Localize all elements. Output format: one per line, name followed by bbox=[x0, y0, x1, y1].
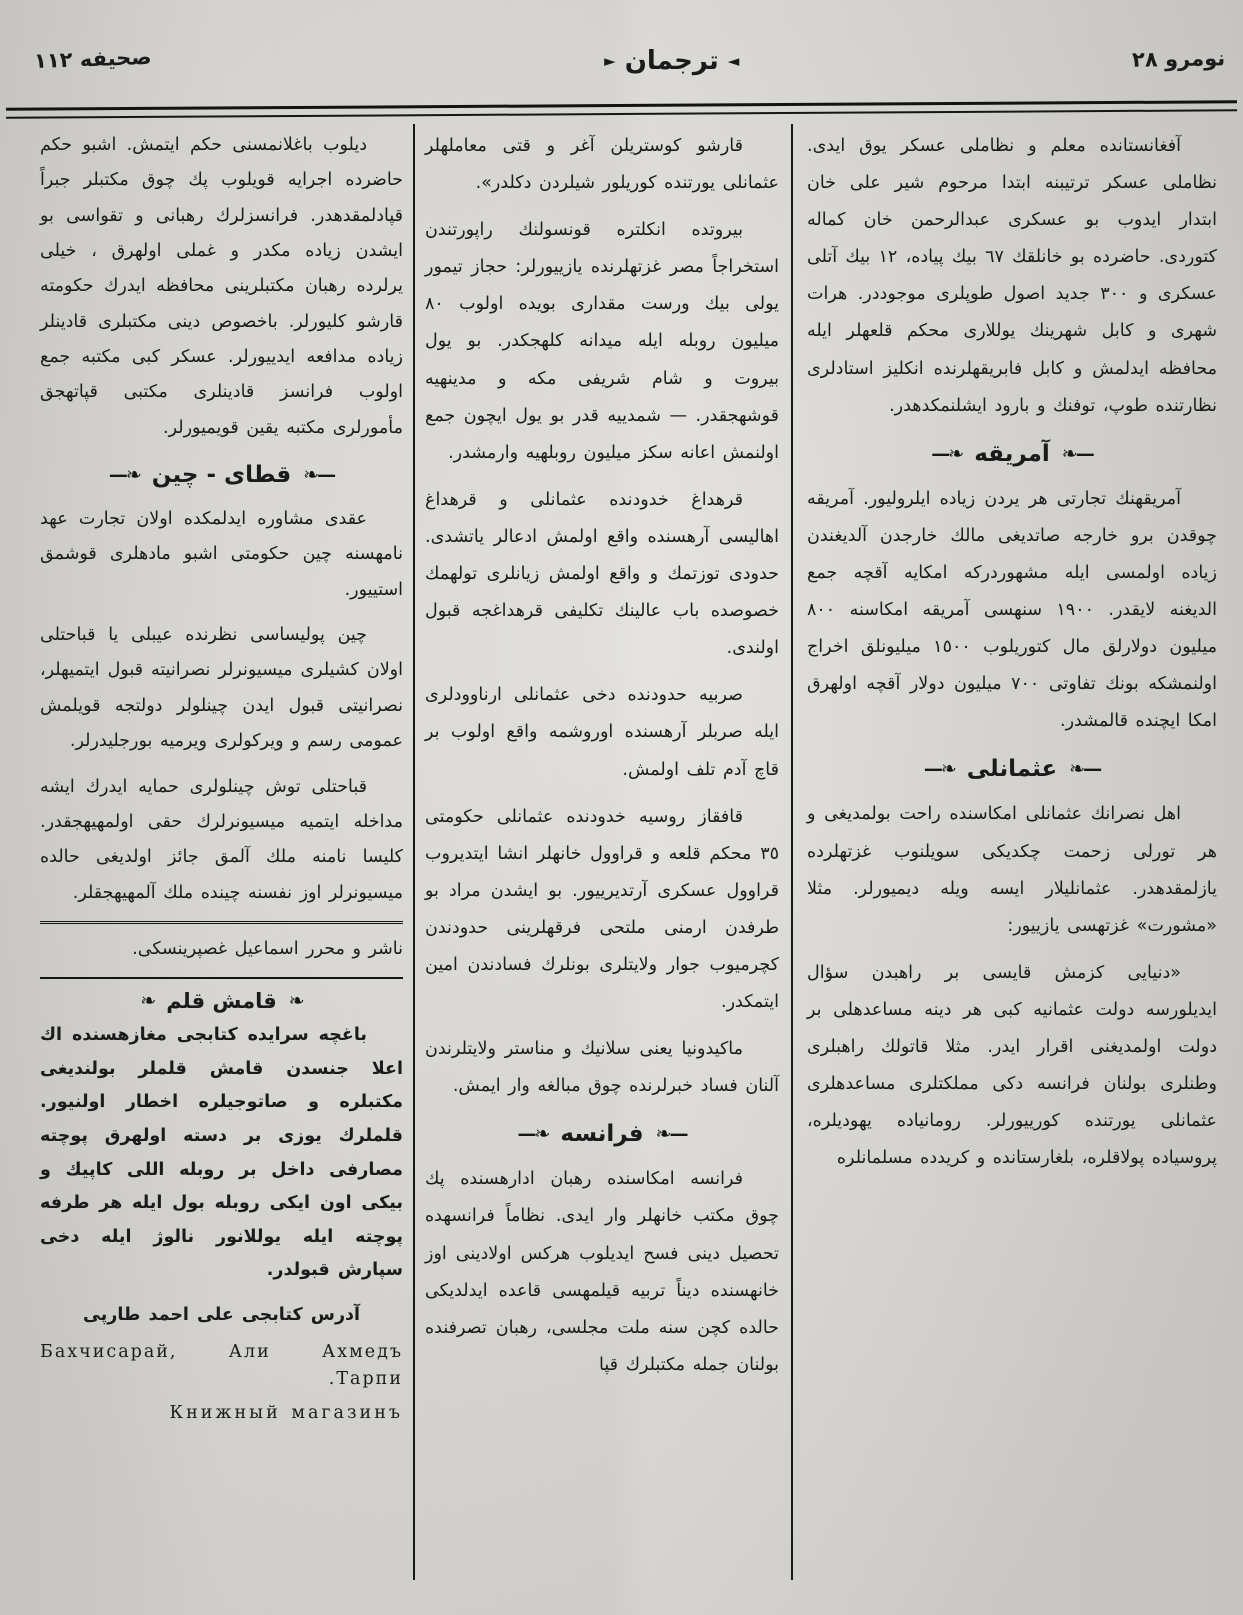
column-left bbox=[38, 124, 413, 1580]
section-heading-ottoman bbox=[807, 756, 1217, 782]
page-number-label: صحيفه ١١٢ bbox=[33, 44, 153, 73]
article-paragraph-france-continuation: دیلوب باغلانمسنی حكم ایتمش. اشبو حكم حاضرده اجرایه قویلوب پك چوق مكتبلر جبراً قپادلمقدهدر. فرانسزلرك رهبانی و تقواسی بو ایشدن زیاده مكدر و غملی اولهرق ، خیلی یرلرده رهبان مكتبلرینی محافظه ایدرك حكومته قارشو كلیورلر. باخصوص دینی مكتبلری قادینلر زیاده مدافعه ایدییورلر. عسكر كبی مكتبه جمع اولوب فرانسز قادینلری مكتبی قپاتهجق مأمورلری مكتبه یقین قویمیورلر. bbox=[40, 135, 403, 438]
heading-ornament-icon: ❧ bbox=[288, 990, 303, 1013]
cyrillic-shop-line: Книжный магазинъ bbox=[169, 1402, 403, 1423]
article-paragraph-china-missionaries: چین پولیساسی نظرنده عیبلی یا قباحتلی اولان كشیلری میسیونرلر نصرانیته قبول ایتمیهلر، نصرانیتی قبول ایدن چینلولر دولتجه قویلمش عمومی رسم و ویركولری ویرمیه بورجلیدرلر. bbox=[40, 625, 403, 752]
publisher-rule-top bbox=[40, 921, 403, 924]
article-paragraph-ottoman-intro: اهل نصرانك عثمانلی امكاسنده راحت بولمدیغی و هر تورلی زحمت چكدیكی سویلنوب غزتهلرده یازلمقدهدر. عثمانلیلار ایسه ویله دیمیورلر. مثلا «مشورت» غزتهسی یازییور: bbox=[807, 804, 1217, 936]
article-paragraph-macedonia: ماكیدونیا یعنی سلانیك و مناستر ولایتلرندن آلنان فساد خبرلرنده چوق مبالغه وار ایمش. bbox=[425, 1039, 779, 1097]
heading-ornament-icon: —❧ bbox=[931, 442, 963, 465]
heading-ornament-icon: ❧ bbox=[140, 990, 155, 1013]
page-header bbox=[34, 46, 1225, 76]
heading-ornament-icon: ❧— bbox=[303, 464, 335, 487]
article-paragraph-afghanistan: آفغانستانده معلم و نظاملی عسكر یوق ایدی. نظاملی عسكر ترتیبنه ابتدا مرحوم شیر علی خان ابتدار ایدوب بو عسكری عبدالرحمن خان كماله كتوردی. حاضرده بو خانلقك ٦٧ بيك پیاده، ١٢ بيك آتلی عسكری و ٣٠٠ جدید اصول طوپلری موجوددر. هرات شهری و كابل شهرینك یوللاری محكم قلعهلر ایله محافظه ایدلمش و كابل فابریقهلرنده انكلیز استادلری نظارتنده طوپ، توفنك و بارود ایشلنمكدهدر. bbox=[807, 136, 1217, 416]
section-heading-america bbox=[807, 441, 1217, 467]
article-paragraph-china-treaty: عقدی مشاوره ایدلمكده اولان تجارت عهد نامهسنه چین حكومتی اشبو مادهلری قوشمق استیيور. bbox=[40, 509, 403, 600]
section-title-reed-pen: قامش قلم bbox=[166, 989, 277, 1014]
heading-ornament-icon: —❧ bbox=[517, 1123, 549, 1146]
masthead-title-wrap bbox=[604, 46, 739, 76]
article-paragraph-caucasus: قافقاز روسیه خدودنده عثمانلی حكومتی ٣٥ محكم قلعه و قراوول خانهلر انشا ایتدیروب قراوول عسكری آرتدیریيور. بو ایشدن مراد بو طرفدن ارمنی ملتحی فرقهلرینی حدودندن كچرمیوب جوار ولایتلری بونلرك فسادندن امین ایتمكدر. bbox=[425, 806, 779, 1013]
section-title-ottoman: عثمانلی bbox=[966, 756, 1058, 783]
article-paragraph-continuation: قارشو كوستریلن آغر و قتی معاملهلر عثمانلی یورتنده كوریلور شیلردن دكلدر». bbox=[425, 136, 779, 194]
heading-ornament-icon: ❧— bbox=[1061, 442, 1093, 465]
publisher-rule-bottom bbox=[40, 977, 403, 979]
section-title-china: قطای - چین bbox=[151, 462, 292, 489]
heading-ornament-icon: ❧— bbox=[655, 1123, 687, 1146]
article-paragraph-france: فرانسه امكاسنده رهبان ادارهسنده پك چوق مكتب خانهلر وار ایدی. نظاماً فرانسهده تحصیل دینی فسح ایدیلوب هركس اولادینی اوز خانهسنده دیناً تربیه قیلمهسی قاعده ایدلدیكی حالده كچن سنه ملت مجلسی، رهبان تصرفنده بولنان جمله مكتبلرك قپا bbox=[425, 1169, 779, 1375]
article-paragraph-serbia: صربیه حدودنده دخی عثمانلی ارناوودلری ایله صربلر آرهسنده اوروشمه واقع اولوب بر قاچ آدم تلف اولمش. bbox=[425, 685, 779, 780]
masthead-title: ترجمان bbox=[624, 46, 719, 76]
article-paragraph-hejaz-railway: بیروتده انكلتره قونسولنك راپورتندن استخراجاً مصر غزتهلرنده یازییورلر: حجاز تیمور یولی بیك ورست مقداری بویده اولوب ٨٠ میلیون روبله ایله میدانه كلهجكدر. بو یول بیروت و شام شریفی مكه و مدینهیه قوشهجقدر. — شمدییه قدر بو یول ایچون جمع اولنمش اعانه سكز میلیون روبلهیه وارمشدر. bbox=[425, 220, 779, 463]
section-heading-china bbox=[40, 462, 403, 488]
article-paragraph-montenegro: قرهداغ خدودنده عثمانلی و قرهداغ اهالیسی آرهسنده واقع اولمش ادعالر یاتشدی. حدودی توزتمك و واقع اولمش زیانلری تولهمك خصوصده باب عالینك تكلیفی قرهداغجه قبول اولندی. bbox=[425, 489, 779, 659]
masthead-bracket-right-icon: ◄ bbox=[727, 51, 740, 70]
advertisement-address: آدرس كتابجی علی احمد طارپی bbox=[82, 1304, 360, 1325]
section-title-france: فرانسه bbox=[560, 1121, 644, 1148]
advertisement-paragraph: باغچه سرایده كتابجی مغازهسنده اك اعلا جنسدن قامش قلملر بولندیغی مكتبلره و صاتوجیلره اخطار اولنیور. قلملرك یوزی بر دسته اولهرق پوچته مصارفی داخل بر روبله اللی كاپیك و بیكی اون ایكی روبله بول ایله هر طرفه پوچته ایله یوللانور نالوژ ایله دخی سپارش قبولدر. bbox=[40, 1025, 403, 1281]
section-heading-reed-pen bbox=[40, 989, 403, 1013]
column-right bbox=[791, 124, 1223, 1580]
section-heading-france bbox=[425, 1121, 779, 1147]
article-columns bbox=[28, 124, 1223, 1580]
section-title-america: آمريقه bbox=[974, 440, 1050, 467]
heading-ornament-icon: —❧ bbox=[108, 464, 140, 487]
article-paragraph-america: آمریقهنك تجارتی هر یردن زیاده ایلرولیور. آمریقه چوقدن برو خارجه صاتدیغی مالك خارجدن آلدیغندن زیاده اولمسی ایله مشهوردركه امكایه آقچه جمع الدیغنه لایقدر. ١٩٠٠ سنهسی آمریقه امكاسنه ٨٠٠ میلیون دولارلق مال كتوریلوب ١٥٠٠ میلیونلق اخراج اولنمشكه بونك تفاوتی ٧٠٠ میلیون دولار آقچه اولهرق امكا ایچنده قالمشدر. bbox=[807, 488, 1217, 732]
article-paragraph-china-property: قباحتلی توش چینلولری حمایه ایدرك ایشه مداخله ایتمیه میسیونرلرك حقی اولمهیهجقدر. كلیسا نامنه ملك آلمق جائز اولدیغی حالده میسیونرلر اوز نفسنه چینده ملك آلمهیهجقلر. bbox=[40, 776, 403, 903]
issue-number-label: نومرو ٢٨ bbox=[1131, 45, 1226, 72]
masthead-bracket-left-icon: ► bbox=[604, 51, 616, 70]
cyrillic-address-line: Бахчисарай, Али Ахмедъ Тарпи. bbox=[40, 1342, 403, 1389]
publisher-line: ناشر و محرر اسماعیل غصپرینسكی. bbox=[132, 938, 403, 959]
column-middle bbox=[413, 124, 791, 1580]
article-paragraph-ottoman-quote: «دنیایی كزمش قایسی بر راهبدن سؤال ایدیلورسه دولت عثمانیه كبی هر دینه مساعدهلی بر دولت اولمدیغنی اقرار ایدر. مثلا قاتولك راهبلری وطنلری بولنان فرانسه دكی مملكتلری مساعدهلری عثمانلی یورتنده كوریيورلر. رومانیاده یهودیلره، پروسیاده پولاقلره، بلغارستانده و كریدده مسلمانلره bbox=[807, 962, 1217, 1169]
header-rule bbox=[6, 100, 1237, 119]
heading-ornament-icon: —❧ bbox=[923, 758, 955, 781]
heading-ornament-icon: ❧— bbox=[1069, 758, 1101, 781]
